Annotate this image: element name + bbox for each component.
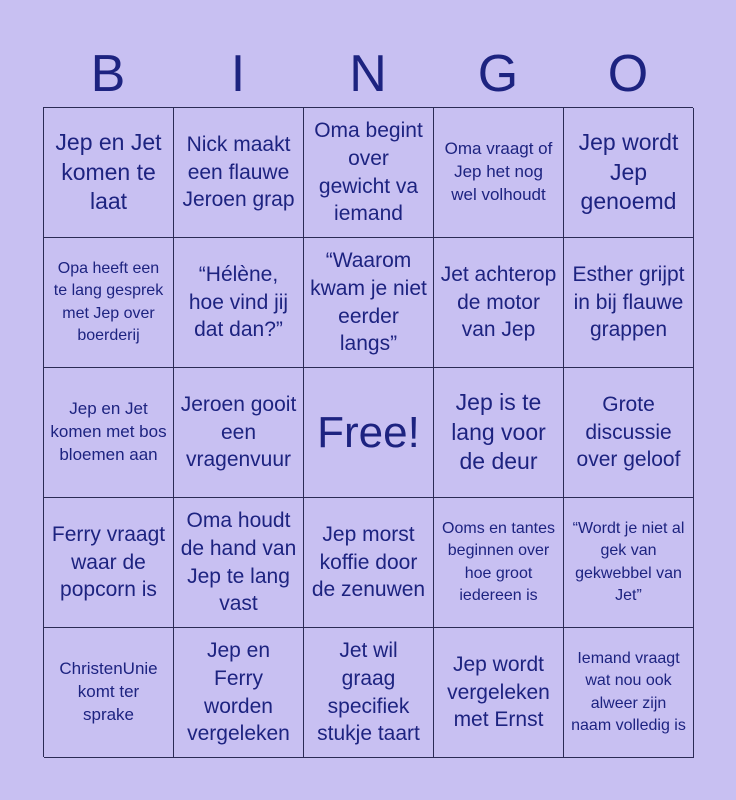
cell-text: Oma begint over gewicht va iemand bbox=[314, 119, 423, 226]
cell-text: Jep en Jet komen te laat bbox=[55, 128, 162, 215]
bingo-cell[interactable] bbox=[174, 368, 304, 498]
cell-text: Jep en Ferry worden vergeleken bbox=[187, 639, 290, 746]
bingo-cell[interactable] bbox=[44, 238, 174, 368]
bingo-cell[interactable] bbox=[304, 628, 434, 758]
bingo-cell[interactable] bbox=[434, 368, 564, 498]
header-letter-b: B bbox=[90, 45, 126, 103]
free-space-cell[interactable] bbox=[304, 368, 434, 498]
bingo-cell[interactable] bbox=[434, 108, 564, 238]
bingo-cell[interactable] bbox=[304, 238, 434, 368]
cell-text: Iemand vraagt wat nou ook alweer zijn naam volledig is bbox=[571, 649, 686, 734]
cell-text: Esther grijpt in bij flauwe grappen bbox=[572, 262, 685, 342]
bingo-cell[interactable] bbox=[564, 238, 694, 368]
cell-text: Oma vraagt of Jep het nog wel volhoudt bbox=[444, 139, 553, 204]
cell-text: Ferry vraagt waar de popcorn is bbox=[51, 522, 166, 602]
bingo-cell[interactable] bbox=[434, 628, 564, 758]
bingo-cell[interactable] bbox=[44, 628, 174, 758]
bingo-cell[interactable] bbox=[564, 368, 694, 498]
cell-text: “Waarom kwam je niet eerder langs” bbox=[310, 249, 427, 356]
cell-text: Oma houdt de hand van Jep te lang vast bbox=[180, 509, 297, 616]
cell-text: Jep wordt vergeleken met Ernst bbox=[447, 652, 550, 732]
bingo-cell[interactable] bbox=[174, 498, 304, 628]
cell-text: Nick maakt een flauwe Jeroen grap bbox=[182, 132, 295, 212]
cell-text: Jeroen gooit een vragenvuur bbox=[180, 392, 297, 472]
bingo-cell[interactable] bbox=[564, 628, 694, 758]
bingo-cell[interactable] bbox=[564, 498, 694, 628]
bingo-cell[interactable] bbox=[304, 108, 434, 238]
bingo-cell[interactable] bbox=[564, 108, 694, 238]
header-letter-o: O bbox=[607, 45, 649, 103]
bingo-header bbox=[43, 40, 693, 108]
cell-text: Ooms en tantes beginnen over hoe groot iedereen is bbox=[442, 519, 555, 604]
bingo-cell[interactable] bbox=[44, 368, 174, 498]
bingo-cell[interactable] bbox=[304, 498, 434, 628]
header-letter-i: I bbox=[230, 45, 246, 103]
bingo-cell[interactable] bbox=[174, 108, 304, 238]
bingo-cell[interactable] bbox=[174, 628, 304, 758]
bingo-cell[interactable] bbox=[44, 498, 174, 628]
cell-text: Jep morst koffie door de zenuwen bbox=[311, 522, 426, 602]
cell-text: Grote discussie over geloof bbox=[576, 392, 681, 472]
free-space-label: Free! bbox=[317, 407, 420, 457]
bingo-cell[interactable] bbox=[44, 108, 174, 238]
cell-text: Jep is te lang voor de deur bbox=[451, 388, 546, 475]
bingo-card-grid bbox=[43, 107, 693, 757]
cell-text: Opa heeft een te lang gesprek met Jep over boerderij bbox=[53, 259, 164, 344]
cell-text: Jet wil graag specifiek stukje taart bbox=[317, 639, 420, 746]
bingo-cell[interactable] bbox=[434, 498, 564, 628]
header-letter-g: G bbox=[477, 45, 519, 103]
header-letter-n: N bbox=[349, 45, 387, 103]
bingo-cell[interactable] bbox=[174, 238, 304, 368]
cell-text: Jep en Jet komen met bos bloemen aan bbox=[50, 399, 167, 464]
bingo-cell[interactable] bbox=[434, 238, 564, 368]
cell-text: “Wordt je niet al gek van gekwebbel van Jet” bbox=[572, 519, 685, 604]
cell-text: ChristenUnie komt ter sprake bbox=[59, 659, 158, 724]
cell-text: “Hélène, hoe vind jij dat dan?” bbox=[188, 262, 289, 342]
cell-text: Jep wordt Jep genoemd bbox=[578, 128, 679, 215]
cell-text: Jet achterop de motor van Jep bbox=[440, 262, 557, 342]
